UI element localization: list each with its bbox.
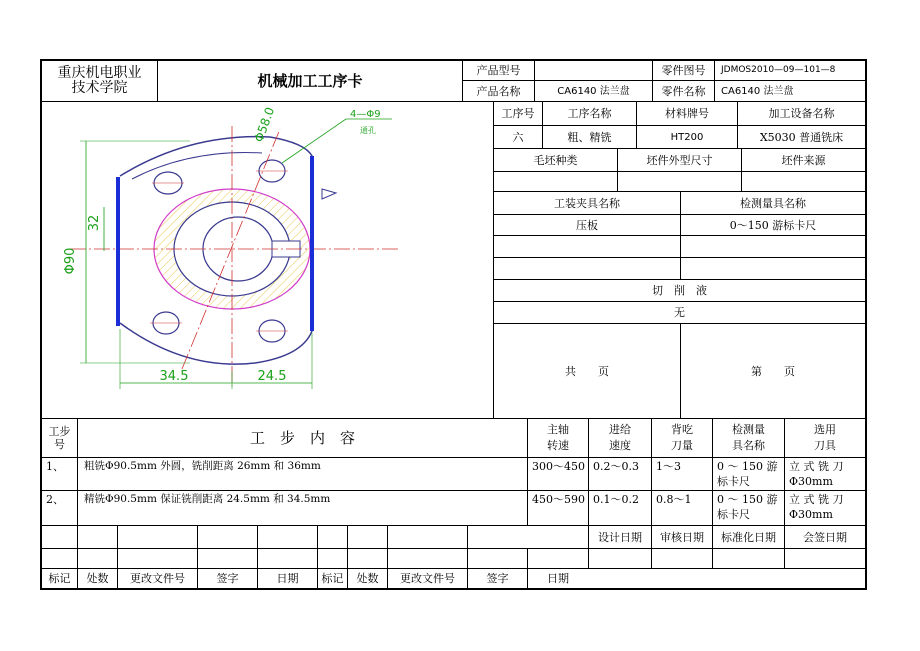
col-depth-line2: 刀量 (671, 439, 693, 452)
step-feed[interactable]: 0.2～0.3 (593, 459, 639, 473)
gauge-value[interactable]: 0～150 游标卡尺 (729, 218, 817, 232)
step-tool[interactable]: 立 式 铣 刀 Φ30mm (789, 493, 844, 521)
equipment-value[interactable]: X5030 普通铣床 (759, 130, 844, 144)
blank-source-label: 坯件来源 (781, 153, 826, 167)
col-content: 工 步 内 容 (249, 428, 355, 447)
step-content[interactable]: 粗铣Φ90.5mm 外圆，铣削距离 26mm 和 36mm (84, 459, 321, 472)
flange-drawing (40, 101, 493, 418)
page-no-label: 第 页 (751, 364, 795, 378)
flange-inner-arc (132, 153, 262, 179)
col-step-no-line2: 号 (54, 438, 65, 451)
rev-date: 日期 (276, 572, 299, 585)
col-spindle-line1: 主轴 (547, 423, 569, 436)
product-name-value[interactable]: CA6140 法兰盘 (557, 85, 630, 97)
dim-phi90-label: Φ90 (63, 247, 78, 275)
step-gauge[interactable]: 0 ～ 150 游标卡尺 (717, 460, 778, 488)
product-model-label: 产品型号 (476, 64, 521, 77)
fixture-value[interactable]: 压板 (576, 218, 598, 232)
col-tool-line1: 选用 (814, 423, 836, 436)
dim-bottom-right-label: 24.5 (257, 369, 287, 384)
fixture-label: 工装夹具名称 (554, 196, 620, 210)
part-name-value[interactable]: CA6140 法兰盘 (721, 85, 794, 97)
coolant-label: 切 削 液 (652, 284, 707, 297)
standard-date-label: 标准化日期 (721, 530, 776, 544)
school-name-line1: 重庆机电职业 (57, 65, 142, 81)
coolant-value[interactable]: 无 (674, 306, 685, 319)
school-name (42, 61, 157, 101)
col-spindle-line2: 转速 (547, 439, 569, 452)
col-tool-line2: 刀具 (814, 439, 836, 452)
step-content[interactable]: 精铣Φ90.5mm 保证铣削距离 24.5mm 和 34.5mm (84, 492, 331, 505)
col-feed-line2: 速度 (609, 439, 631, 452)
dim-holes-note: 通孔 (360, 126, 376, 135)
col-tool (785, 419, 865, 457)
datum-symbol (322, 189, 336, 199)
rev-change-doc: 更改文件号 (130, 572, 185, 585)
op-no-label: 工序号 (501, 107, 535, 120)
countersign-date-label: 会签日期 (803, 530, 847, 544)
gauge-label: 检测量具名称 (740, 196, 806, 210)
col-gauge-line2: 具名称 (732, 439, 765, 452)
step-depth[interactable]: 0.8～1 (656, 492, 692, 506)
rev-mark-2: 标记 (321, 572, 344, 585)
op-name-label: 工序名称 (567, 107, 612, 120)
col-step-no (42, 419, 77, 457)
dim-32-label: 32 (87, 214, 102, 232)
part-drawing-no-value[interactable]: JDMOS2010—09—101—8 (721, 65, 836, 75)
col-spindle (528, 419, 588, 457)
dim-bottom-left-label: 34.5 (159, 369, 189, 384)
step-spindle[interactable]: 450～590 (532, 492, 585, 506)
op-name-value[interactable]: 粗、精铣 (567, 130, 612, 144)
blank-type-label: 毛坯种类 (533, 153, 578, 167)
design-date-label: 设计日期 (598, 530, 642, 544)
col-gauge (713, 419, 784, 457)
step-spindle[interactable]: 300～450 (532, 459, 585, 473)
step-gauge[interactable]: 0 ～ 150 游标卡尺 (717, 493, 778, 521)
school-name-line2: 技术学院 (71, 80, 128, 96)
rev-change-doc-2: 更改文件号 (400, 572, 455, 585)
blank-size-label: 坯件外型尺寸 (646, 153, 713, 167)
step-tool[interactable]: 立 式 铣 刀 Φ30mm (789, 460, 844, 488)
step-no[interactable]: 2、 (46, 492, 64, 506)
op-no-value[interactable]: 六 (512, 130, 524, 144)
rev-count: 处数 (86, 572, 109, 585)
rev-date-2: 日期 (547, 572, 569, 585)
col-depth (652, 419, 712, 457)
step-no[interactable]: 1、 (46, 459, 64, 473)
rev-mark: 标记 (48, 572, 71, 585)
product-model-value[interactable] (535, 61, 652, 80)
dim-diag-label: Φ58.0 (251, 105, 278, 145)
card-title: 机械加工工序卡 (257, 71, 363, 90)
col-feed-line1: 进给 (609, 423, 631, 436)
material-value[interactable]: HT200 (670, 131, 704, 143)
rev-sign: 签字 (216, 572, 239, 585)
rev-count-2: 处数 (356, 572, 379, 585)
dim-holes-label: 4—Φ9 (350, 109, 381, 120)
part-name-label: 零件名称 (661, 84, 706, 98)
material-label: 材料牌号 (665, 107, 709, 120)
step-depth[interactable]: 1～3 (656, 459, 681, 473)
equipment-label: 加工设备名称 (768, 107, 835, 120)
product-name-label: 产品名称 (476, 84, 521, 98)
part-drawing-no-label: 零件图号 (661, 64, 706, 77)
col-step-no-line1: 工步 (48, 425, 71, 438)
review-date-label: 审核日期 (660, 530, 704, 544)
step-feed[interactable]: 0.1～0.2 (593, 492, 639, 506)
col-gauge-line1: 检测量 (732, 423, 765, 436)
rev-sign-2: 签字 (486, 572, 509, 585)
col-depth-line1: 背吃 (671, 423, 693, 436)
total-pages-label: 共 页 (565, 364, 609, 378)
col-feed (589, 419, 651, 457)
